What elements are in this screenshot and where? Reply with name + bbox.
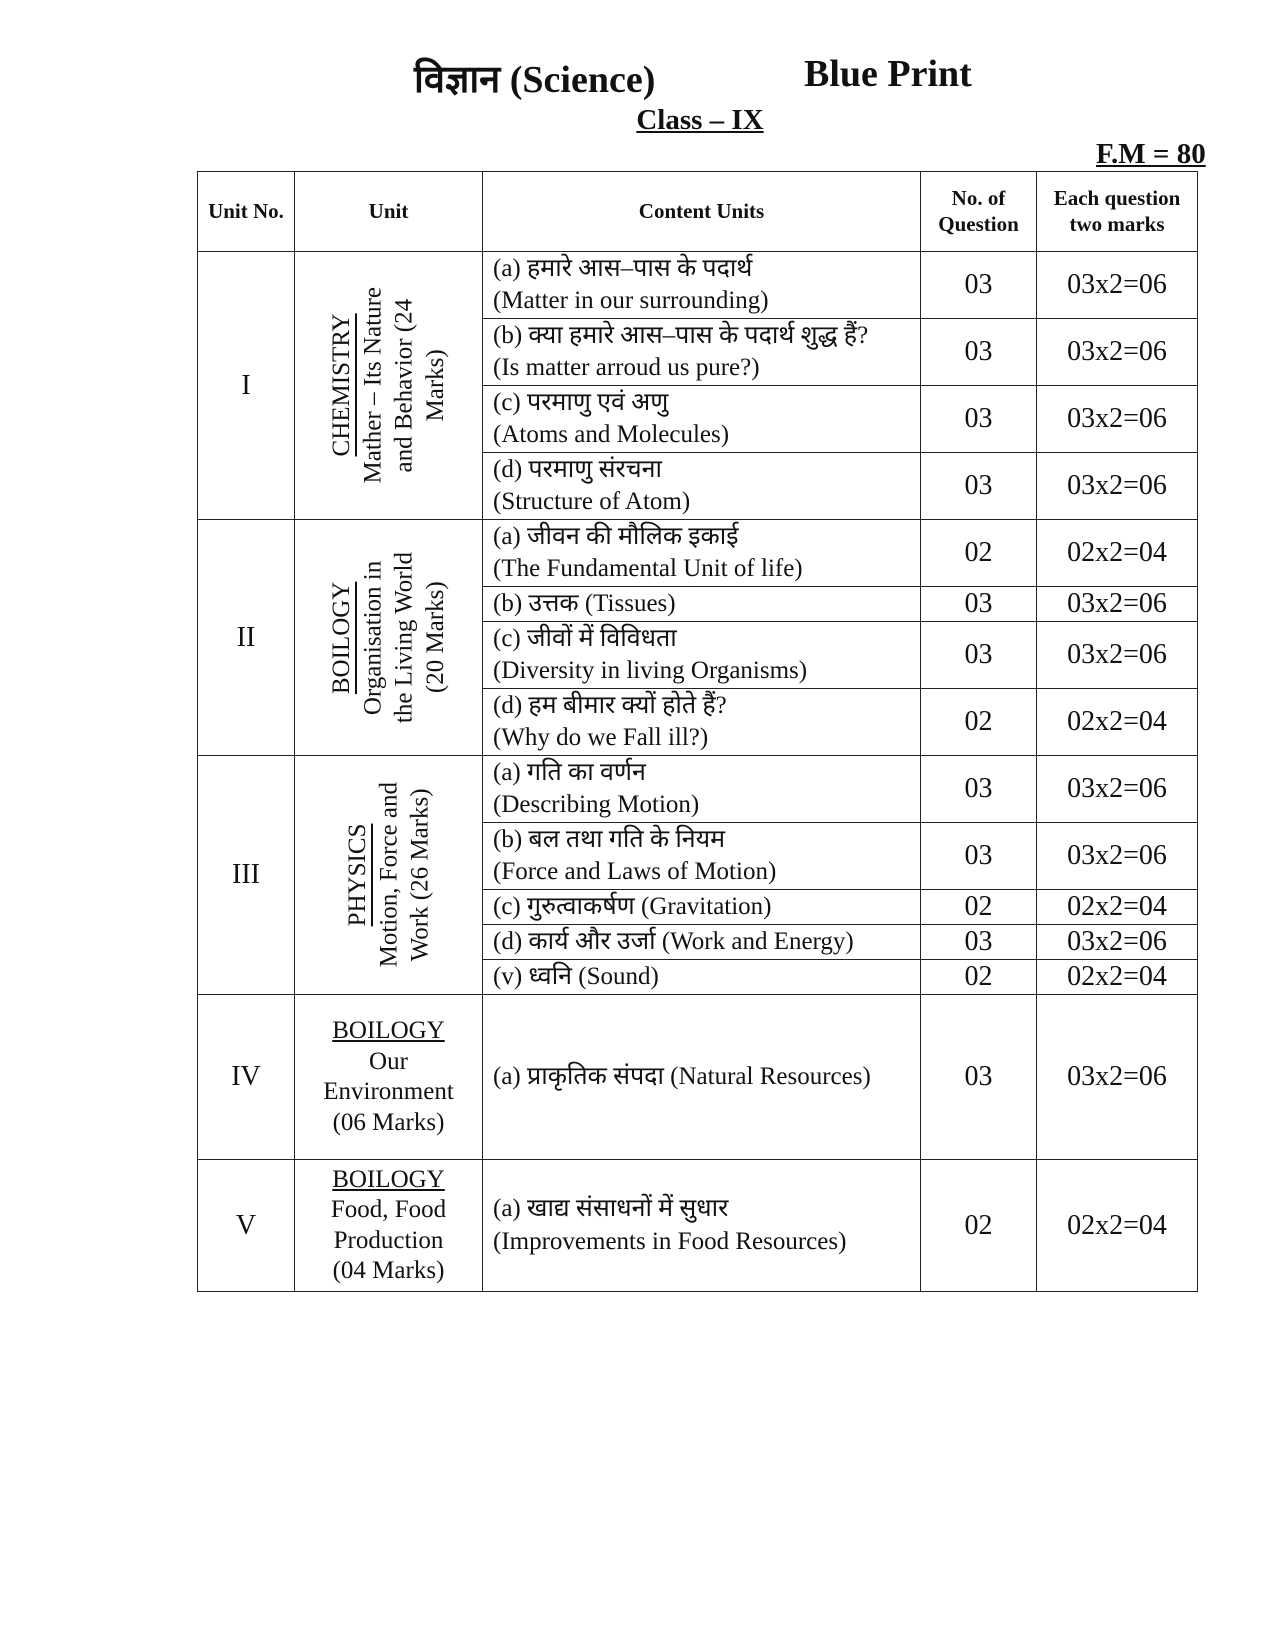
unit-cell xyxy=(295,520,483,756)
unit-cell xyxy=(295,252,483,520)
content-hindi: (d) हम बीमार क्यों होते हैं? xyxy=(493,691,727,719)
content-english: (Force and Laws of Motion) xyxy=(493,858,777,885)
content-cell xyxy=(483,453,921,520)
marks-calc: 03x2=06 xyxy=(1037,622,1198,689)
unit-subject: CHEMISTRY xyxy=(328,313,355,458)
question-count: 02 xyxy=(921,520,1037,587)
content-english: (Structure of Atom) xyxy=(493,488,691,515)
unit-title-line: Marks) xyxy=(421,349,449,422)
marks-calc: 02x2=04 xyxy=(1037,689,1198,756)
full-marks: F.M = 80 xyxy=(1096,138,1206,170)
unit-title-line: (06 Marks) xyxy=(332,1108,445,1136)
unit-title-line: Motion, Force and xyxy=(374,782,402,968)
content-cell xyxy=(483,622,921,689)
unit-title-line: and Behavior (24 xyxy=(390,298,418,473)
content-hindi: (v) ध्वनि (Sound) xyxy=(493,962,659,990)
class-label: Class – IX xyxy=(636,104,764,136)
title-science: विज्ञान (Science) xyxy=(414,59,656,101)
content-hindi: (a) प्राकृतिक संपदा (Natural Resources) xyxy=(493,1062,871,1090)
content-cell xyxy=(483,319,921,386)
content-hindi: (a) खाद्य संसाधनों में सुधार xyxy=(493,1195,729,1222)
content-cell xyxy=(483,1160,921,1292)
page-title xyxy=(0,52,1275,102)
unit-no: IV xyxy=(198,995,295,1160)
table-header-row xyxy=(198,172,1198,252)
unit-subject: BOILOGY xyxy=(332,1165,445,1193)
marks-calc: 02x2=04 xyxy=(1037,1160,1198,1292)
unit-subject: BOILOGY xyxy=(332,1017,445,1044)
unit-cell xyxy=(295,756,483,995)
content-hindi: (d) परमाणु संरचना xyxy=(493,455,662,483)
content-hindi: (c) गुरुत्वाकर्षण (Gravitation) xyxy=(493,892,772,920)
content-cell xyxy=(483,520,921,587)
blueprint-table xyxy=(197,171,1198,1292)
marks-calc: 03x2=06 xyxy=(1037,319,1198,386)
content-cell xyxy=(483,252,921,319)
unit-title-line: (20 Marks) xyxy=(421,581,449,694)
title-blue-print: Blue Print xyxy=(804,53,972,95)
unit-subject: BOILOGY xyxy=(328,581,355,694)
question-count: 03 xyxy=(921,319,1037,386)
table-row xyxy=(198,756,1198,823)
content-hindi: (b) क्या हमारे आस–पास के पदार्थ शुद्ध हैं? xyxy=(493,321,869,349)
marks-calc: 02x2=04 xyxy=(1037,890,1198,925)
content-cell xyxy=(483,386,921,453)
unit-cell xyxy=(295,1160,483,1292)
content-hindi: (b) बल तथा गति के नियम xyxy=(493,825,726,853)
content-hindi: (a) गति का वर्णन xyxy=(493,758,646,786)
marks-calc: 03x2=06 xyxy=(1037,252,1198,319)
content-english: (Describing Motion) xyxy=(493,791,700,818)
marks-calc: 03x2=06 xyxy=(1037,823,1198,890)
marks-calc: 03x2=06 xyxy=(1037,925,1198,960)
content-english: (Is matter arroud us pure?) xyxy=(493,354,760,381)
question-count: 02 xyxy=(921,689,1037,756)
content-cell xyxy=(483,925,921,960)
unit-cell xyxy=(295,995,483,1160)
question-count: 03 xyxy=(921,925,1037,960)
unit-title-line: Food, Food xyxy=(330,1196,447,1223)
question-count: 03 xyxy=(921,622,1037,689)
question-count: 03 xyxy=(921,823,1037,890)
unit-title-line: Organisation in xyxy=(359,560,387,715)
content-english: (Why do we Fall ill?) xyxy=(493,724,709,751)
content-hindi: (c) परमाणु एवं अणु xyxy=(493,388,669,416)
content-hindi: (a) हमारे आस–पास के पदार्थ xyxy=(493,254,753,282)
content-hindi: (a) जीवन की मौलिक इकाई xyxy=(493,522,739,550)
content-hindi: (c) जीवों में विविधता xyxy=(493,624,677,652)
question-count: 02 xyxy=(921,890,1037,925)
table-row xyxy=(198,520,1198,587)
question-count: 02 xyxy=(921,960,1037,995)
marks-calc: 03x2=06 xyxy=(1037,386,1198,453)
unit-title xyxy=(326,287,451,483)
unit-title xyxy=(326,552,451,723)
question-count: 03 xyxy=(921,386,1037,453)
content-cell xyxy=(483,823,921,890)
question-count: 03 xyxy=(921,756,1037,823)
content-hindi: (d) कार्य और उर्जा (Work and Energy) xyxy=(493,927,854,955)
marks-calc: 03x2=06 xyxy=(1037,995,1198,1160)
content-cell xyxy=(483,890,921,925)
content-english: (Diversity in living Organisms) xyxy=(493,657,808,684)
content-hindi: (b) उत्तक (Tissues) xyxy=(493,589,676,617)
unit-title-line: Production xyxy=(333,1226,444,1254)
unit-title-line: Work (26 Marks) xyxy=(406,788,434,962)
unit-title-line: Our xyxy=(369,1047,408,1075)
question-count: 02 xyxy=(921,1160,1037,1292)
unit-no: III xyxy=(198,756,295,995)
table-row xyxy=(198,252,1198,319)
header-each-question-marks: Each question two marks xyxy=(1037,172,1198,252)
header-content-units: Content Units xyxy=(483,172,921,252)
content-cell xyxy=(483,960,921,995)
unit-title-line: Mather – Its Nature xyxy=(359,287,387,484)
marks-calc: 02x2=04 xyxy=(1037,520,1198,587)
content-english: (Improvements in Food Resources) xyxy=(493,1227,847,1255)
question-count: 03 xyxy=(921,995,1037,1160)
content-english: (Atoms and Molecules) xyxy=(493,421,730,448)
unit-no: V xyxy=(198,1160,295,1292)
unit-title-line: (04 Marks) xyxy=(332,1257,445,1284)
marks-calc: 03x2=06 xyxy=(1037,453,1198,520)
content-cell xyxy=(483,587,921,622)
table-row xyxy=(198,1160,1198,1292)
marks-calc: 02x2=04 xyxy=(1037,960,1198,995)
unit-title-line: Environment xyxy=(323,1078,454,1105)
unit-title-line: the Living World xyxy=(390,551,418,724)
content-cell xyxy=(483,689,921,756)
content-cell xyxy=(483,995,921,1160)
content-english: (The Fundamental Unit of life) xyxy=(493,555,803,582)
content-cell xyxy=(483,756,921,823)
unit-no: II xyxy=(198,520,295,756)
unit-title xyxy=(342,782,436,967)
header-no-of-question: No. of Question xyxy=(921,172,1037,252)
unit-no: I xyxy=(198,252,295,520)
content-english: (Matter in our surrounding) xyxy=(493,287,769,314)
marks-calc: 03x2=06 xyxy=(1037,587,1198,622)
table-row xyxy=(198,995,1198,1160)
marks-calc: 03x2=06 xyxy=(1037,756,1198,823)
header-unit: Unit xyxy=(295,172,483,252)
header-unit-no: Unit No. xyxy=(198,172,295,252)
unit-subject: PHYSICS xyxy=(343,823,371,927)
question-count: 03 xyxy=(921,453,1037,520)
question-count: 03 xyxy=(921,252,1037,319)
question-count: 03 xyxy=(921,587,1037,622)
